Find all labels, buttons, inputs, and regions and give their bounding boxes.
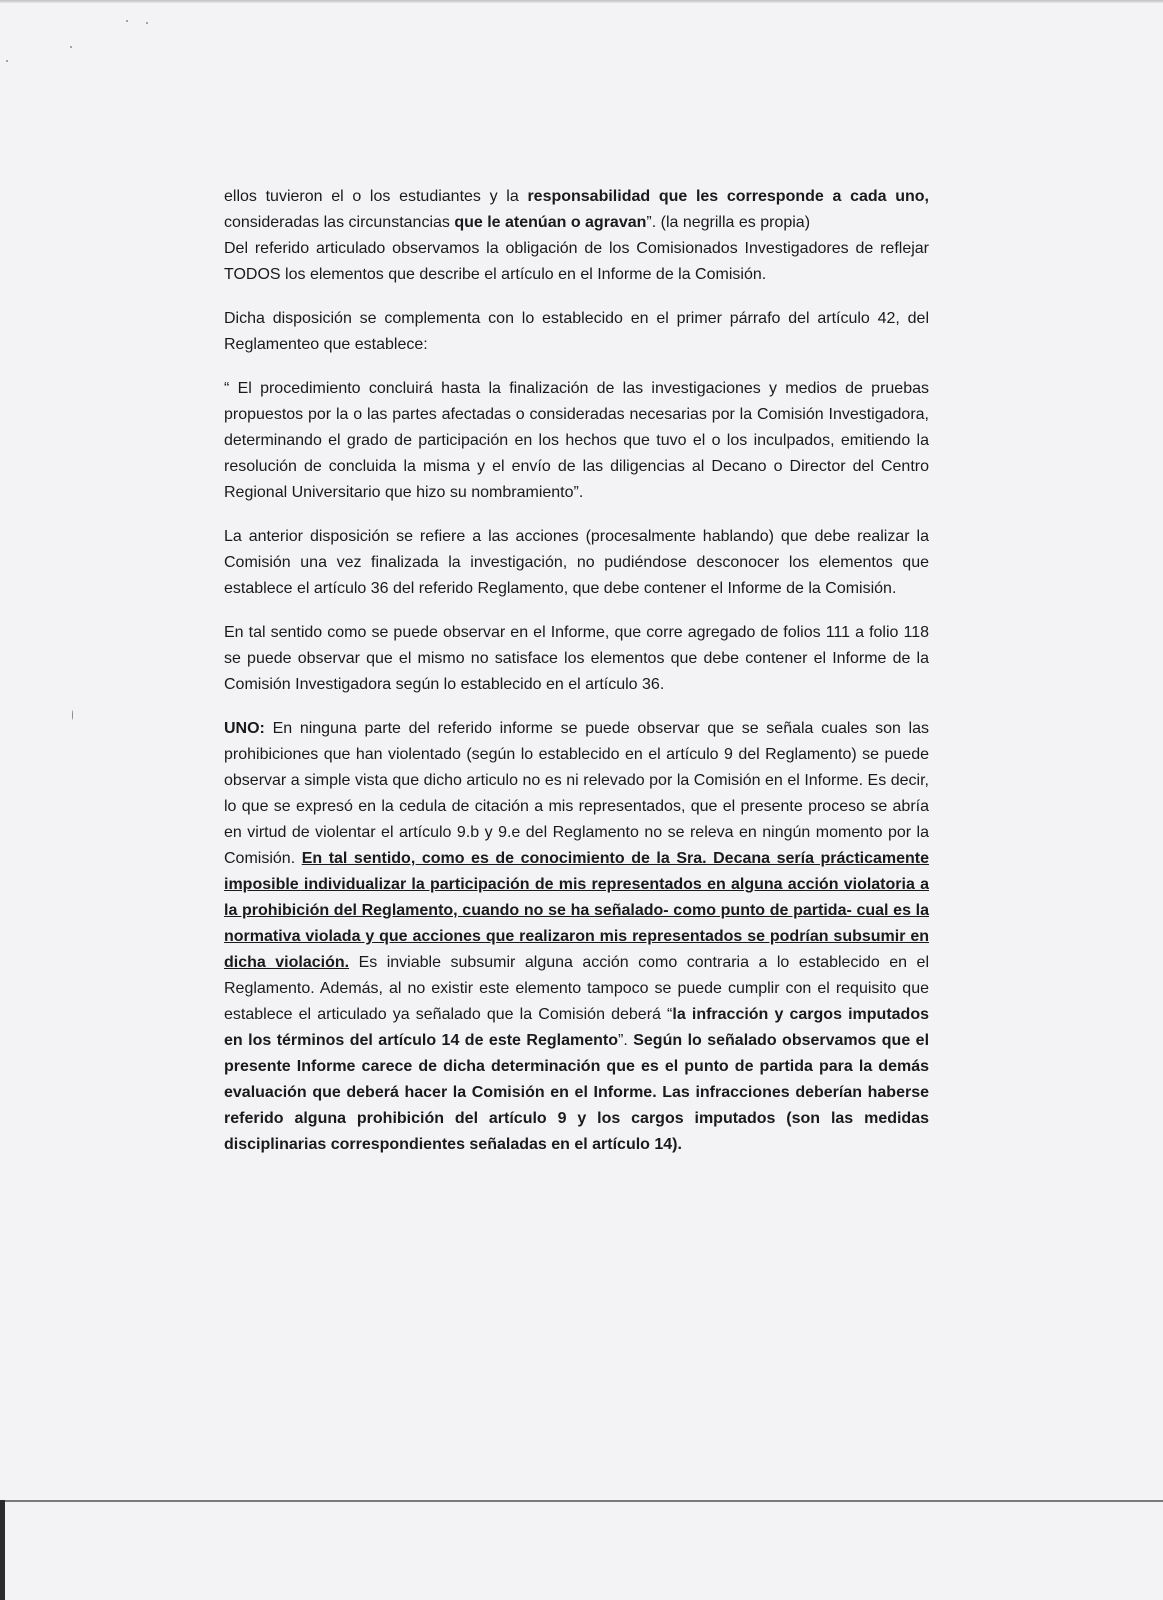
paragraph-actions — [224, 524, 929, 602]
scan-top-edge — [0, 0, 1163, 3]
scan-speck — [70, 46, 72, 48]
document-page — [224, 184, 929, 1176]
text-run: Dicha disposición se complementa con lo establecido en el primer párrafo del artículo 42, del Reglamenteo que establece: — [224, 310, 929, 353]
paragraph-obligation — [224, 236, 929, 288]
text-run: En ninguna parte del referido informe se puede observar que se señala cuales son las prohibiciones que han violentado (según lo establecido en el artículo 9 del Reglamento) se puede observar a simple vista que dicho articulo no es ni relevado por la Comisión en el Informe. Es decir, lo que se expresó en la cedula de citación a mis representados, que el presente proceso se abría en virtud de violentar el artículo 9.b y 9.e del Reglamento no se releva en ningún momento por la Comisión. — [224, 720, 929, 867]
bold-text: responsabilidad que les corresponde a cada uno, — [527, 188, 929, 205]
text-run: “ El procedimiento concluirá hasta la finalización de las investigaciones y medios de pruebas propuestos por la o las partes afectadas o consideradas necesarias por la Comisión Investigadora, determinando el grado de participación en los hechos que tuvo el o los inculpados, emitiendo la resolución de concluida la misma y el envío de las diligencias al Decano o Director del Centro Regional Universitario que hizo su nombramiento”. — [224, 380, 929, 501]
text-run: La anterior disposición se refiere a las acciones (procesalmente hablando) que debe realizar la Comisión una vez finalizada la investigación, no pudiéndose desconocer los elementos que establece el artículo 36 del referido Reglamento, que debe contener el Informe de la Comisión. — [224, 528, 929, 597]
bold-text: Según lo señalado observamos que el presente Informe carece de dicha determinación que es el punto de partida para la demás evaluación que deberá hacer la Comisión en el Informe. Las infracciones deberían haberse referido alguna prohibición del artículo 9 y los cargos imputados (son las medidas disciplinarias correspondientes señaladas en el artículo 14). — [224, 1032, 930, 1153]
text-run: ”. — [617, 1032, 634, 1049]
paragraph-uno — [224, 716, 929, 1158]
text-run: Del referido articulado observamos la obligación de los Comisionados Investigadores de reflejar TODOS los elementos que describe el artículo en el Informe de la Comisión. — [224, 240, 929, 283]
paragraph-article-42 — [224, 306, 929, 358]
paragraph-folios — [224, 620, 929, 698]
paragraph-quote-procedure — [224, 376, 929, 506]
paragraph-continuation — [224, 184, 929, 236]
text-run: ”. (la negrilla es propia) — [646, 214, 811, 231]
scan-speck — [6, 60, 8, 62]
scan-speck — [72, 710, 73, 720]
scan-speck — [126, 20, 128, 22]
text-run: ellos tuvieron el o los estudiantes y la — [224, 188, 528, 205]
text-run: En tal sentido como se puede observar en el Informe, que corre agregado de folios 111 a folio 118 se puede observar que el mismo no satisface los elementos que debe contener el Informe de la Comisión Investigadora según lo establecido en el artículo 36. — [224, 624, 929, 693]
bold-text: la infracción y cargos imputados en los términos del artículo 14 de este Reglamento — [224, 1006, 930, 1049]
underlined-bold-text: En tal sentido, como es de conocimiento de la Sra. Decana sería prácticamente imposible individualizar la participación de mis representados en alguna acción violatoria a la prohibición del Reglamento, cuando no se ha señalado- como punto de partida- cual es la normativa violada y que acciones que realizaron mis representados se podrían subsumir en dicha violación. — [224, 850, 930, 971]
text-run: Es inviable subsumir alguna acción como contraria a lo establecido en el Reglamento. Además, al no existir este elemento tampoco se puede cumplir con el requisito que establece el articulado ya señalado que la Comisión deberá “ — [224, 954, 929, 1023]
text-run: consideradas las circunstancias — [224, 214, 455, 231]
bold-text: que le atenúan o agravan — [454, 214, 647, 231]
scan-left-edge — [0, 1500, 5, 1600]
scan-bottom-edge — [0, 1500, 1163, 1502]
scan-speck — [146, 22, 148, 24]
bold-text: UNO: — [224, 720, 265, 737]
